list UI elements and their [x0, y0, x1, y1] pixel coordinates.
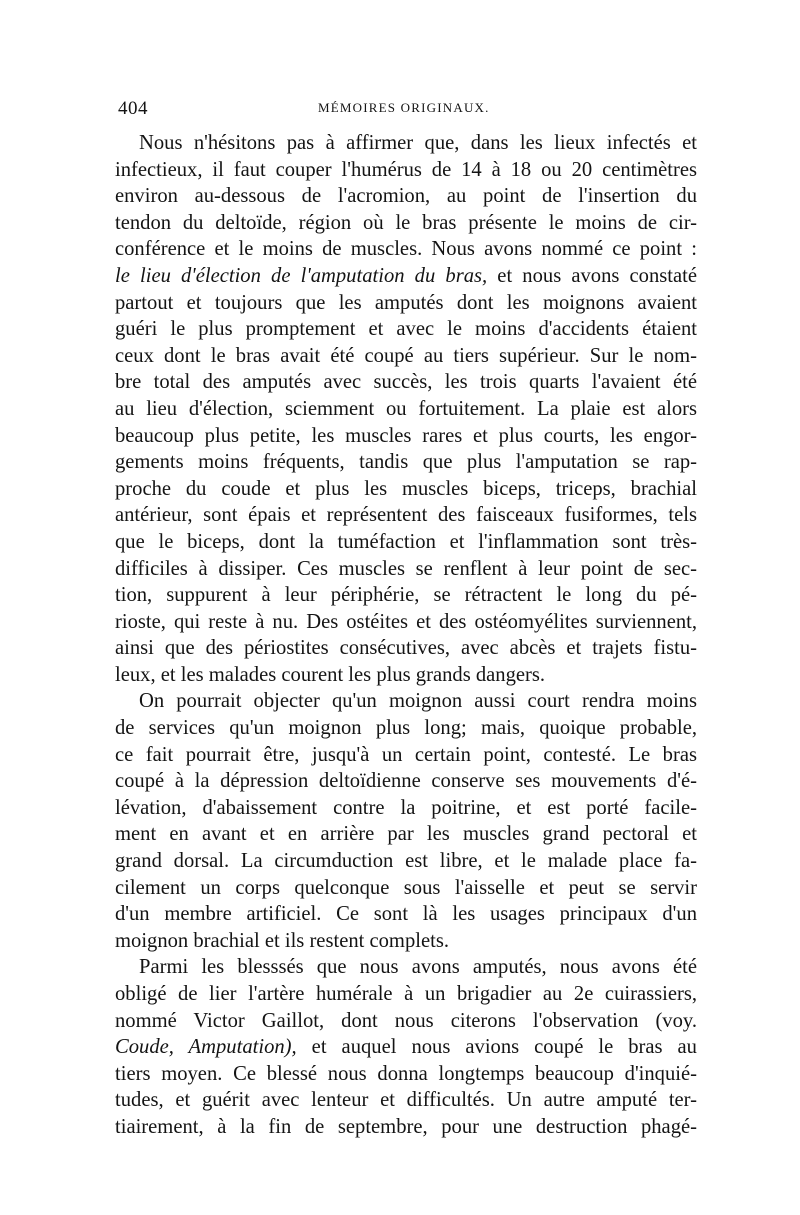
text-line: [115, 236, 697, 263]
line-text: que le biceps, dont la tuméfaction et l'inflammation sont très-: [115, 530, 697, 553]
text-line: [115, 795, 697, 822]
text-line: [115, 423, 697, 450]
text-line: [115, 662, 697, 689]
text-line: [115, 1114, 697, 1141]
line-text: environ au-dessous de l'acromion, au point de l'insertion du: [115, 185, 697, 208]
text-line: [115, 1034, 697, 1061]
line-text: difficiles à dissiper. Ces muscles se renflent à leur point de sec-: [115, 557, 697, 580]
line-text: ce fait pourrait être, jusqu'à un certain point, contesté. Le bras: [115, 743, 697, 766]
line-text: ainsi que des périostites consécutives, avec abcès et trajets fistu-: [115, 637, 697, 660]
text-line: [115, 396, 697, 423]
line-text: conférence et le moins de muscles. Nous avons nommé ce point :: [115, 238, 697, 261]
line-text: cilement un corps quelconque sous l'aisselle et peut se servir: [115, 876, 697, 899]
line-text: lévation, d'abaissement contre la poitrine, et est porté facile-: [115, 796, 697, 819]
line-text: infectieux, il faut couper l'humérus de 14 à 18 ou 20 centimètres: [115, 158, 697, 181]
line-text: ceux dont le bras avait été coupé au tiers supérieur. Sur le nom-: [115, 344, 697, 367]
text-line: [115, 1008, 697, 1035]
line-text: de services qu'un moignon plus long; mais, quoique probable,: [115, 717, 697, 740]
text-line: [115, 316, 697, 343]
text-line: [115, 502, 697, 529]
text-line: [115, 635, 697, 662]
line-text: leux, et les malades courent les plus grands dangers.: [115, 663, 546, 686]
text-line: [115, 875, 697, 902]
line-text: partout et toujours que les amputés dont les moignons avaient: [115, 291, 697, 314]
line-text: coupé à la dépression deltoïdienne conserve ses mouvements d'é-: [115, 770, 697, 793]
line-text: et nous avons constaté: [487, 264, 697, 287]
line-text: obligé de lier l'artère humérale à un brigadier au 2e cuirassiers,: [115, 983, 697, 1005]
running-title: MÉMOIRES ORIGINAUX.: [318, 100, 490, 115]
line-text: gements moins fréquents, tandis que plus l'amputation se rap-: [115, 451, 697, 474]
line-text: Parmi les blesssés que nous avons amputés, nous avons été: [139, 956, 697, 979]
text-line: [115, 609, 697, 636]
line-text: moignon brachial et ils restent complets.: [115, 929, 449, 952]
italic-text: Coude, Amputation),: [115, 1036, 297, 1059]
text-line: [115, 928, 697, 955]
line-text: nommé Victor Gaillot, dont nous citerons l'observation (voy.: [115, 1009, 697, 1032]
line-text: tendon du deltoïde, région où le bras présente le moins de cir-: [115, 211, 697, 234]
line-text: guéri le plus promptement et avec le moins d'accidents étaient: [115, 318, 697, 341]
text-line: [115, 848, 697, 875]
line-text: et auquel nous avions coupé le bras au: [296, 1036, 697, 1059]
line-text: tiers moyen. Ce blessé nous donna longtemps beaucoup d'inquié-: [115, 1062, 697, 1085]
text-line: [115, 476, 697, 503]
text-line: [115, 157, 697, 184]
line-text: rioste, qui reste à nu. Des ostéites et des ostéomyélites surviennent,: [115, 610, 697, 633]
line-text: bre total des amputés avec succès, les trois quarts l'avaient été: [115, 371, 697, 394]
page-number: 404: [118, 98, 148, 119]
body-text: [115, 130, 697, 1141]
line-text: au lieu d'élection, sciemment ou fortuitement. La plaie est alors: [115, 397, 697, 420]
text-line: [115, 821, 697, 848]
text-line: [115, 688, 697, 715]
text-line: [115, 742, 697, 769]
line-text: tudes, et guérit avec lenteur et difficultés. Un autre amputé ter-: [115, 1089, 697, 1112]
text-line: [115, 343, 697, 370]
line-text: ment en avant et en arrière par les muscles grand pectoral et: [115, 823, 697, 846]
page-header: [118, 98, 680, 124]
text-line: [115, 1087, 697, 1114]
text-line: [115, 290, 697, 317]
text-line: [115, 449, 697, 476]
text-line: [115, 768, 697, 795]
text-line: [115, 369, 697, 396]
line-text: tion, suppurent à leur périphérie, se rétractent le long du pé-: [115, 584, 697, 607]
line-text: On pourrait objecter qu'un moignon aussi court rendra moins: [139, 690, 697, 713]
text-line: [115, 954, 697, 981]
line-text: d'un membre artificiel. Ce sont là les usages principaux d'un: [115, 903, 697, 926]
text-line: [115, 981, 697, 1008]
text-line: [115, 556, 697, 583]
text-line: [115, 130, 697, 157]
text-line: [115, 183, 697, 210]
line-text: grand dorsal. La circumduction est libre, et le malade place fa-: [115, 850, 697, 873]
line-text: proche du coude et plus les muscles biceps, triceps, brachial: [115, 477, 697, 500]
text-line: [115, 715, 697, 742]
text-line: [115, 1061, 697, 1088]
text-line: [115, 263, 697, 290]
text-line: [115, 901, 697, 928]
text-line: [115, 582, 697, 609]
line-text: beaucoup plus petite, les muscles rares et plus courts, les engor-: [115, 424, 697, 447]
italic-text: le lieu d'élection de l'amputation du bras,: [115, 264, 488, 287]
line-text: tiairement, à la fin de septembre, pour une destruction phagé-: [115, 1115, 697, 1138]
line-text: Nous n'hésitons pas à affirmer que, dans les lieux infectés et: [139, 132, 697, 154]
text-line: [115, 529, 697, 556]
line-text: antérieur, sont épais et représentent des faisceaux fusiformes, tels: [115, 504, 697, 527]
text-line: [115, 210, 697, 237]
